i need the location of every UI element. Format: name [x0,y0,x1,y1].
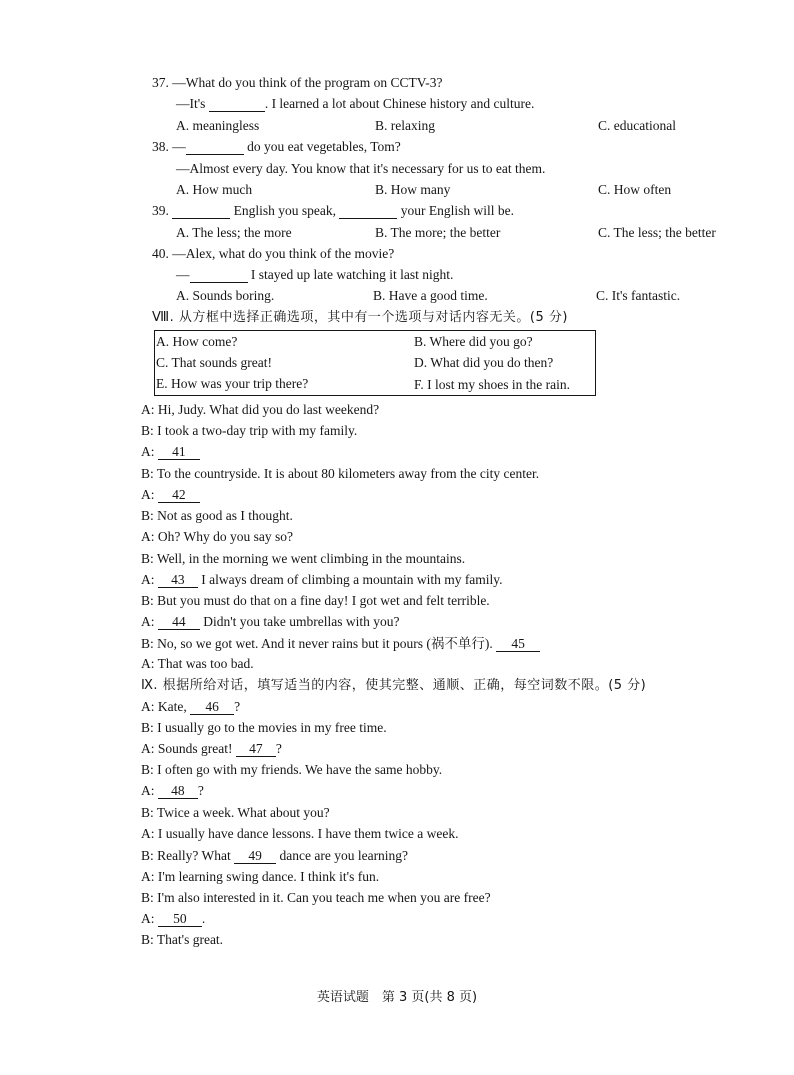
q39-option-c: C. The less; the better [598,225,716,240]
speaker: B: [141,720,154,735]
blank-50: 50 [158,912,202,927]
speaker: B: [141,508,154,523]
choice-f: F. I lost my shoes in the rain. [414,377,571,392]
speaker: A: [141,614,155,629]
dialog-text: No, so we got wet. And it never rains but it pours (祸不单行). [157,636,493,651]
speaker: B: [141,848,154,863]
q40-option-b: B. Have a good time. [373,288,488,303]
dialog-line [141,551,465,567]
blank-42: 42 [158,488,200,503]
q39-blank-2 [339,204,397,219]
speaker: A: [141,783,155,798]
dialog-text: Oh? Why do you say so? [157,529,293,544]
q37-option-b: B. relaxing [375,118,435,133]
q40-option-a: A. Sounds boring. [176,288,275,303]
blank-48: 48 [158,784,198,799]
blank-43: 43 [158,573,198,588]
dialog-text: Didn't you take umbrellas with you? [203,614,400,629]
dialog-text: To the countryside. It is about 80 kilometers away from the city center. [156,466,540,481]
speaker: B: [141,762,154,777]
dialog-line [141,444,200,460]
blank-47: 47 [236,742,276,757]
dialog-line [141,572,503,588]
section9-heading: Ⅸ. 根据所给对话，填写适当的内容，使其完整、通顺、正确，每空词数不限。(5 分) [141,678,647,693]
choice-d: D. What did you do then? [414,355,554,370]
dialog-line [141,783,204,799]
speaker: A: [141,402,155,417]
dialog-text-end: dance are you learning? [279,848,409,863]
q39-option-b: B. The more; the better [375,225,501,240]
dialog-line [141,805,330,821]
dialog-text: Twice a week. What about you? [156,805,330,820]
dialog-line [141,423,357,439]
q38-option-c: C. How often [598,182,672,197]
q40-blank [190,268,248,283]
speaker: B: [141,551,154,566]
dialog-line [141,869,379,885]
dialog-line [141,466,539,482]
choice-e: E. How was your trip there? [156,376,309,391]
dialog-text: Sounds great! [157,741,233,756]
choice-c: C. That sounds great! [156,355,272,370]
speaker: A: [141,656,155,671]
blank-44: 44 [158,615,200,630]
q40-number: 40. [152,246,169,261]
page-footer: 英语试题 第 3 页(共 8 页) [316,990,478,1005]
speaker: A: [141,741,155,756]
q38-stem [152,139,401,155]
dialog-text: Really? What [157,848,231,863]
q40-dash: — [176,267,190,282]
dialog-line [141,614,400,630]
dialog-line [141,720,387,736]
dialog-text: That's great. [156,932,224,947]
dialog-text: I'm also interested in it. Can you teach me when you are free? [157,890,491,905]
dialog-text: I usually go to the movies in my free time. [157,720,387,735]
choice-a: A. How come? [156,334,238,349]
q39-number: 39. [152,203,169,218]
dialog-line [141,402,379,418]
speaker: A: [141,869,155,884]
dialog-text: I always dream of climbing a mountain with my family. [201,572,503,587]
q37-number: 37. [152,75,169,90]
dialog-text: I usually have dance lessons. I have them twice a week. [157,826,459,841]
q38-blank [186,140,244,155]
dialog-line [141,529,293,545]
q38-number: 38. [152,139,169,154]
q37-option-c: C. educational [598,118,676,133]
speaker: A: [141,444,155,459]
dialog-line [141,932,223,948]
q39-option-a: A. The less; the more [176,225,292,240]
blank-45: 45 [496,637,540,652]
dialog-text: Well, in the morning we went climbing in the mountains. [156,551,466,566]
q40-option-c: C. It's fantastic. [596,288,681,303]
q40-reply [176,267,453,283]
speaker: B: [141,636,154,651]
speaker: A: [141,572,155,587]
dialog-text: Hi, Judy. What did you do last weekend? [157,402,380,417]
dialog-line [141,593,490,609]
dialog-punct: . [201,911,206,926]
dialog-text: But you must do that on a fine day! I got wet and felt terrible. [157,593,490,608]
blank-41: 41 [158,445,200,460]
speaker: A: [141,529,155,544]
q38-question: do you eat vegetables, Tom? [247,139,401,154]
dialog-line [141,741,282,757]
q37-reply [176,96,534,112]
speaker: A: [141,487,155,502]
q37-reply-end: . I learned a lot about Chinese history and culture. [264,96,535,111]
speaker: B: [141,805,154,820]
q38-option-a: A. How much [176,182,253,197]
q37-stem [152,75,442,91]
speaker: B: [141,890,154,905]
q37-blank [209,97,265,112]
dialog-text: Kate, [157,699,187,714]
dialog-line [141,848,408,864]
dialog-punct: ? [234,699,241,714]
dialog-punct: ? [197,783,204,798]
dialog-line [141,890,491,906]
blank-46: 46 [190,700,234,715]
q40-stem [152,246,394,262]
q37-reply-start: —It's [176,96,206,111]
dialog-line [141,636,540,652]
section8-heading: Ⅷ. 从方框中选择正确选项，其中有一个选项与对话内容无关。(5 分) [152,310,568,325]
dialog-text: That was too bad. [157,656,254,671]
dialog-line [141,826,459,842]
blank-49: 49 [234,849,276,864]
q38-option-b: B. How many [375,182,451,197]
speaker: B: [141,932,154,947]
q38-dash: — [172,139,186,154]
speaker: A: [141,826,155,841]
speaker: B: [141,593,154,608]
speaker: A: [141,699,155,714]
speaker: A: [141,911,155,926]
speaker: B: [141,423,154,438]
q38-reply: —Almost every day. You know that it's necessary for us to eat them. [176,161,546,176]
dialog-line [141,656,254,672]
q39-mid: English you speak, [233,203,336,218]
dialog-line [141,699,240,715]
dialog-line [141,762,442,778]
q39-tail: your English will be. [400,203,514,218]
q39-stem [152,203,514,219]
q40-reply-text: I stayed up late watching it last night. [250,267,454,282]
q39-blank-1 [172,204,230,219]
dialog-text: I'm learning swing dance. I think it's fun. [157,869,380,884]
dialog-line [141,487,200,503]
dialog-text: I often go with my friends. We have the same hobby. [157,762,443,777]
q37-option-a: A. meaningless [176,118,260,133]
dialog-punct: ? [275,741,282,756]
dialog-line [141,911,205,927]
choice-b: B. Where did you go? [414,334,533,349]
q40-question: —Alex, what do you think of the movie? [172,246,395,261]
dialog-line [141,508,293,524]
dialog-text: I took a two-day trip with my family. [157,423,358,438]
speaker: B: [141,466,154,481]
q37-question: —What do you think of the program on CCTV-3? [172,75,443,90]
dialog-text: Not as good as I thought. [157,508,293,523]
